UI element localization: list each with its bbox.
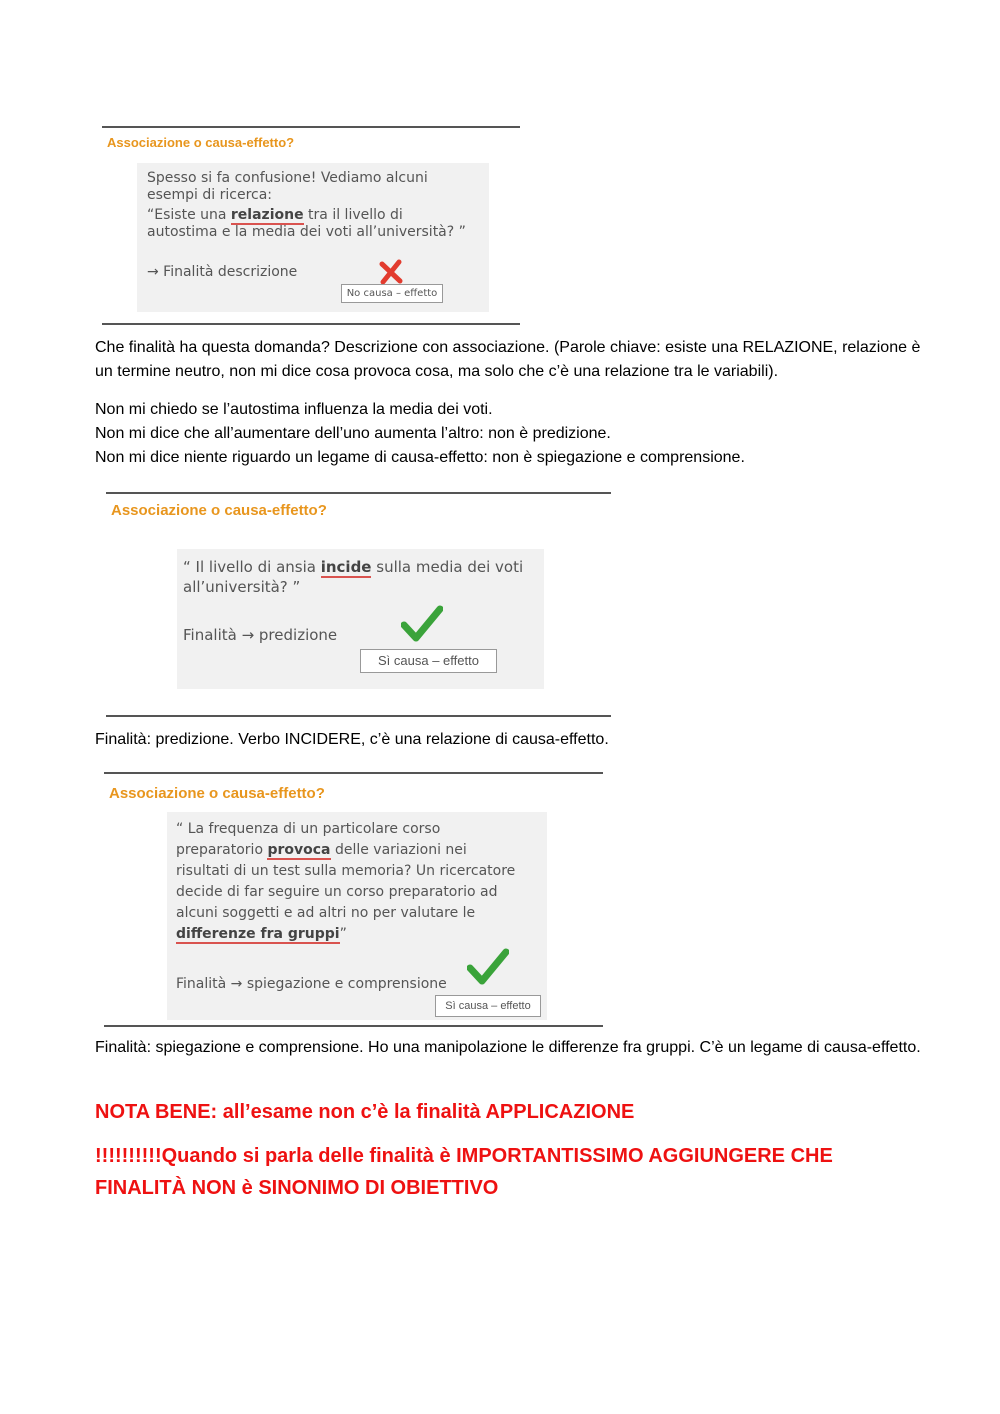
paragraph-predizione: Finalità: predizione. Verbo INCIDERE, c’è una relazione di causa-effetto. xyxy=(95,731,609,748)
slide-text: sulla media dei voti xyxy=(371,558,524,576)
paragraph-descrizione: Che finalità ha questa domanda? Descrizione con associazione. (Parole chiave: esiste una RELAZIONE, relazione è un termine neutro, non mi dice cosa provoca cosa, ma solo che c’è una relazione tra le variabili). xyxy=(95,339,921,380)
slide-title: Associazione o causa-effetto? xyxy=(107,135,295,150)
slide-line: “ La frequenza di un particolare corso xyxy=(176,821,441,837)
slide-bottom-rule xyxy=(104,1025,603,1027)
note-nota-bene: NOTA BENE: all’esame non c’è la finalità APPLICAZIONE xyxy=(95,1101,635,1123)
slide-line: Spesso si fa confusione! Vediamo alcuni xyxy=(147,170,428,186)
slide-text: preparatorio xyxy=(176,842,268,858)
paragraph-spiegazione: Finalità: spiegazione e comprensione. Ho una manipolazione le differenze fra gruppi. C’è un legame di causa-effetto. xyxy=(95,1039,921,1056)
slide-text: tra il livello di xyxy=(303,207,403,223)
slide-line: esempi di ricerca: xyxy=(147,187,273,203)
keyword-relazione: relazione xyxy=(230,207,304,223)
slide-top-rule xyxy=(104,772,603,774)
keyword-provoca: provoca xyxy=(267,842,331,858)
paragraph-line: Non mi dice niente riguardo un legame di causa-effetto: non è spiegazione e comprensione. xyxy=(95,449,745,466)
causa-effetto-badge: Sì causa – effetto xyxy=(360,649,497,673)
slide-text: ” xyxy=(339,926,347,942)
slide-title: Associazione o causa-effetto? xyxy=(111,502,327,519)
slide-line: all’università? ” xyxy=(183,578,301,596)
keyword-incide: incide xyxy=(320,558,372,576)
slide-text: delle variazioni nei xyxy=(330,842,467,858)
slide-content xyxy=(167,812,547,1020)
green-check-icon xyxy=(467,948,509,986)
slide-line: alcuni soggetti e ad altri no per valutare le xyxy=(176,905,476,921)
note-importantissimo: !!!!!!!!!!Quando si parla delle finalità è IMPORTANTISSIMO AGGIUNGERE CHE FINALITÀ NON è SINONIMO DI OBIETTIVO xyxy=(95,1145,833,1199)
causa-effetto-badge: No causa – effetto xyxy=(341,284,443,303)
slide-line-finalita: → Finalità descrizione xyxy=(147,264,298,280)
slide-text: “Esiste una xyxy=(147,207,231,223)
slide-line xyxy=(176,926,347,942)
slide-line: risultati di un test sulla memoria? Un ricercatore xyxy=(176,863,516,879)
slide-line: decide di far seguire un corso preparatorio ad xyxy=(176,884,498,900)
slide-line: autostima e la media dei voti all’università? ” xyxy=(147,224,466,240)
paragraph-line: Non mi dice che all’aumentare dell’uno aumenta l’altro: non è predizione. xyxy=(95,425,611,442)
slide-line xyxy=(176,842,467,858)
slide-line-finalita: Finalità → spiegazione e comprensione xyxy=(176,976,447,992)
slide-text: “ Il livello di ansia xyxy=(183,558,321,576)
paragraph-line: Non mi chiedo se l’autostima influenza la media dei voti. xyxy=(95,401,493,418)
slide-title: Associazione o causa-effetto? xyxy=(109,785,325,802)
keyword-differenze-fra-gruppi: differenze fra gruppi xyxy=(176,926,340,942)
slide-line-finalita: Finalità → predizione xyxy=(183,626,338,644)
causa-effetto-badge: Sì causa – effetto xyxy=(435,995,541,1017)
